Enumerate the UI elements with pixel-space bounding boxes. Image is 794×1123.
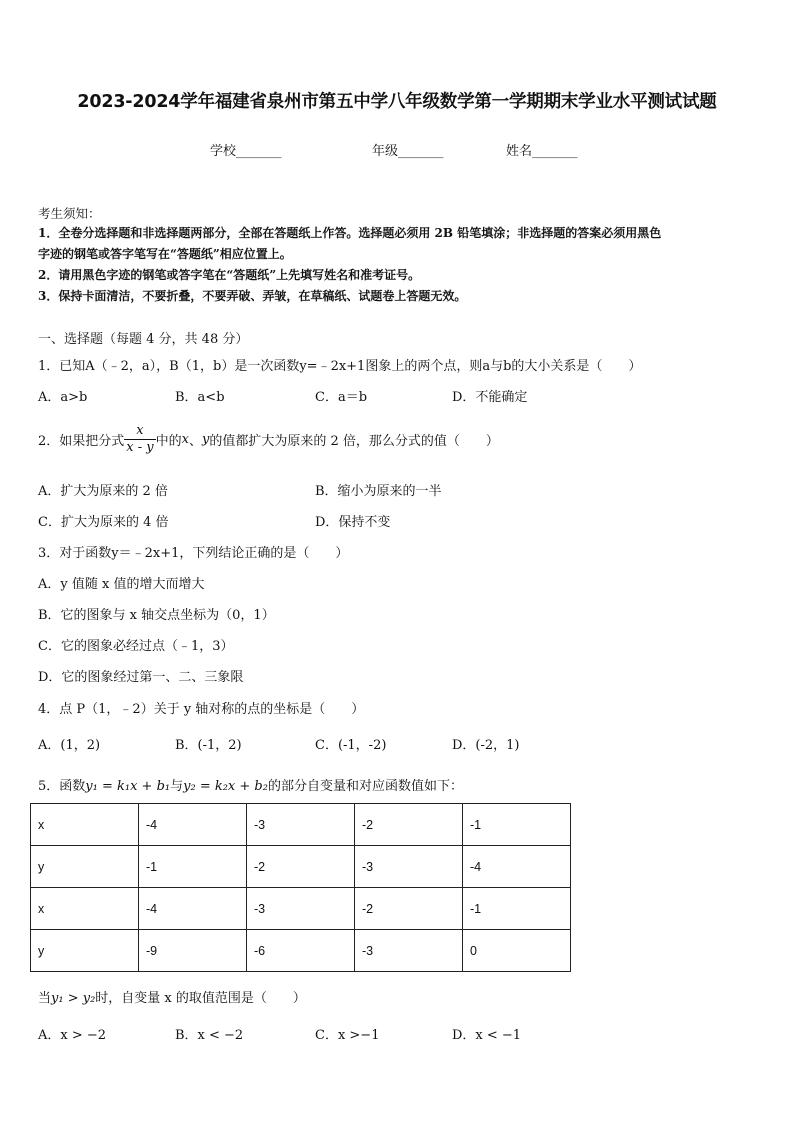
page-title: 2023-2024学年福建省泉州市第五中学八年级数学第一学期期末学业水平测试试题	[77, 92, 717, 112]
question-4-option-d: D．(-2，1)	[452, 738, 520, 753]
question-2-fraction	[124, 423, 155, 456]
table-cell: 0	[463, 930, 571, 972]
table-row	[31, 804, 571, 846]
table-cell: y	[31, 930, 139, 972]
table-cell: -3	[355, 846, 463, 888]
question-1-option-b: B．a<b	[175, 390, 225, 405]
question-2-option-a: A．扩大为原来的 2 倍	[38, 484, 168, 499]
question-5-stem	[38, 775, 463, 794]
table-cell: -1	[463, 804, 571, 846]
table-row	[31, 888, 571, 930]
question-5-eq1: y₁ = k₁x + b₁	[85, 779, 171, 794]
question-1-option-c: C．a＝b	[315, 390, 368, 405]
table-cell: -2	[355, 804, 463, 846]
question-3-option-c: C．它的图象必经过点（﹣1，3）	[38, 639, 234, 654]
question-5-mid: 与	[170, 779, 184, 794]
question-1-option-a: A．a>b	[38, 390, 88, 405]
question-5-option-a: A．x > −2	[38, 1028, 107, 1043]
notice-item-1-cont: 字迹的钢笔或答字笔写在“答题纸”相应位置上。	[38, 247, 292, 261]
question-2-option-d: D．保持不变	[315, 515, 391, 530]
notice-heading: 考生须知：	[38, 206, 101, 221]
question-2-option-b: B．缩小为原来的一半	[315, 484, 442, 499]
table-cell: -2	[355, 888, 463, 930]
table-row	[31, 930, 571, 972]
fraction-numerator: x	[124, 423, 155, 440]
question-2-var-y: y	[202, 432, 210, 447]
question-5-followup	[38, 987, 306, 1006]
notice-item-2: 2．请用黑色字迹的钢笔或答字笔在“答题纸”上先填写姓名和准考证号。	[38, 268, 421, 282]
table-cell: -4	[139, 888, 247, 930]
question-4-option-b: B．(-1，2)	[175, 738, 242, 753]
table-cell: -9	[139, 930, 247, 972]
question-1-stem: 1．已知A（﹣2，a），B（1，b）是一次函数y=﹣2x+1图象上的两个点，则a与b的大小关系是（ ）	[38, 359, 642, 374]
question-5-condition: y₁ > y₂	[51, 991, 96, 1006]
table-row	[31, 846, 571, 888]
school-field: 学校_______	[210, 144, 282, 159]
table-cell: y	[31, 846, 139, 888]
name-field: 姓名_______	[506, 144, 578, 159]
question-4-option-c: C．(-1，-2)	[315, 738, 387, 753]
question-2-stem-post: 的值都扩大为原来的 2 倍，那么分式的值（ ）	[209, 434, 499, 449]
fraction-denominator: x - y	[126, 440, 154, 455]
question-2-option-c: C．扩大为原来的 4 倍	[38, 515, 169, 530]
table-cell: -1	[463, 888, 571, 930]
question-5-follow-pre: 当	[38, 991, 52, 1006]
question-3-stem: 3．对于函数y＝﹣2x+1，下列结论正确的是（ ）	[38, 546, 349, 561]
question-5-option-d: D．x < −1	[452, 1028, 522, 1043]
table-cell: -4	[463, 846, 571, 888]
table-cell: -6	[247, 930, 355, 972]
table-cell: x	[31, 888, 139, 930]
question-2-stem-mid: 中的	[155, 434, 182, 449]
table-cell: -3	[355, 930, 463, 972]
question-4-option-a: A．(1，2)	[38, 738, 101, 753]
question-2-var-x: x	[181, 432, 189, 447]
table-cell: -3	[247, 804, 355, 846]
question-3-option-b: B．它的图象与 x 轴交点坐标为（0，1）	[38, 608, 275, 623]
question-4-stem: 4．点 P（1，﹣2）关于 y 轴对称的点的坐标是（ ）	[38, 702, 365, 717]
question-5-option-c: C．x >−1	[315, 1028, 380, 1043]
question-1-option-d: D．不能确定	[452, 390, 528, 405]
question-3-option-a: A．y 值随 x 值的增大而增大	[38, 577, 205, 592]
question-2-stem-pre: 2．如果把分式	[38, 434, 125, 449]
question-5-eq2: y₂ = k₂x + b₂	[183, 779, 268, 794]
grade-field: 年级_______	[372, 144, 444, 159]
notice-item-3: 3．保持卡面清洁，不要折叠，不要弄破、弄皱，在草稿纸、试题卷上答题无效。	[38, 289, 467, 303]
notice-item-1: 1．全卷分选择题和非选择题两部分，全部在答题纸上作答。选择题必须用 2B 铅笔填涂；非选择题的答案必须用黑色	[38, 226, 662, 240]
table-cell: -3	[247, 888, 355, 930]
question-5-option-b: B．x < −2	[175, 1028, 244, 1043]
question-2-sep: 、	[188, 434, 202, 449]
question-5-stem-post: 的部分自变量和对应函数值如下：	[267, 779, 463, 794]
question-5-follow-post: 时，自变量 x 的取值范围是（ ）	[95, 991, 306, 1006]
table-cell: -4	[139, 804, 247, 846]
question-2-stem	[38, 423, 499, 456]
value-table	[30, 803, 571, 972]
question-3-option-d: D．它的图象经过第一、二、三象限	[38, 670, 244, 685]
table-cell: x	[31, 804, 139, 846]
section-heading: 一、选择题（每题 4 分，共 48 分）	[38, 332, 249, 347]
table-cell: -2	[247, 846, 355, 888]
table-cell: -1	[139, 846, 247, 888]
question-5-stem-pre: 5．函数	[38, 779, 86, 794]
